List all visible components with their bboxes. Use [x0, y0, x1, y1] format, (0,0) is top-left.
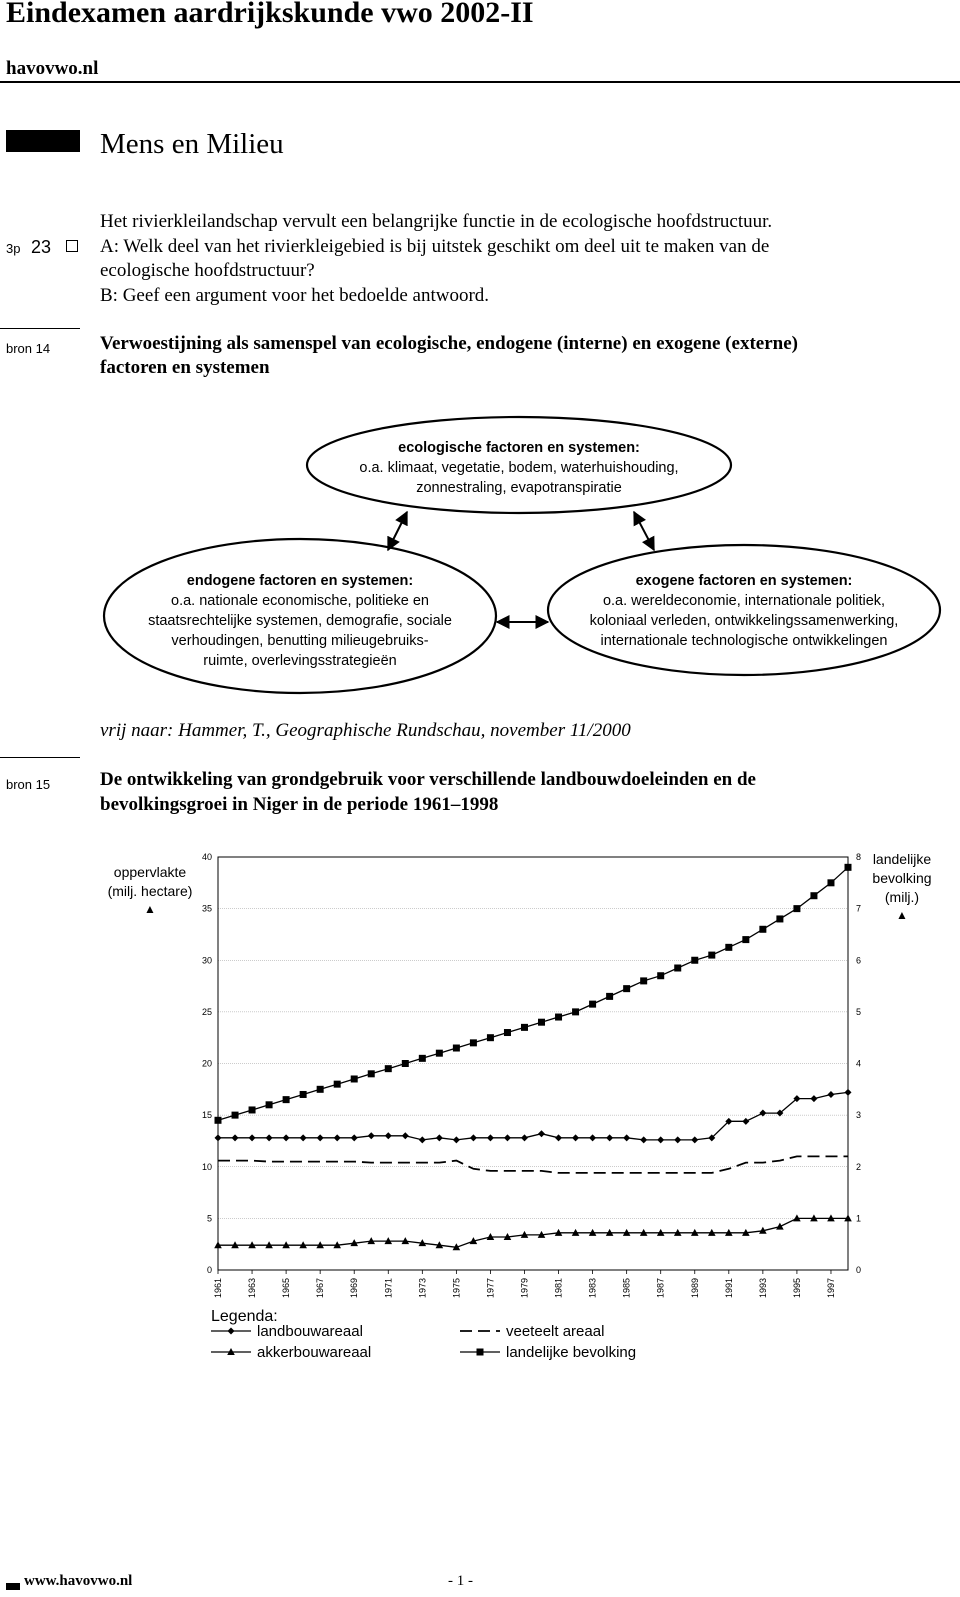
data-point: [351, 1075, 358, 1082]
data-point: [538, 1130, 545, 1137]
legend-item: [211, 1323, 363, 1340]
endogenous-heading: endogene factoren en systemen:: [186, 573, 414, 589]
footer-marker: [6, 1583, 20, 1590]
x-tick-label: 1995: [791, 1278, 802, 1299]
data-point: [657, 1136, 664, 1143]
right-tick-label: 4: [856, 1058, 862, 1069]
data-point: [691, 1136, 698, 1143]
x-tick-label: 1975: [451, 1278, 462, 1299]
data-point: [385, 1065, 392, 1072]
data-point: [402, 1132, 409, 1139]
left-tick-label: 20: [201, 1058, 212, 1069]
left-tick-label: 25: [201, 1006, 212, 1017]
exogenous-factors-node: [548, 545, 940, 675]
data-point: [368, 1132, 375, 1139]
data-point: [776, 1223, 784, 1230]
right-tick-label: 7: [856, 903, 862, 914]
chart-legend: [211, 1323, 636, 1361]
data-point: [589, 1134, 596, 1141]
data-point: [810, 892, 817, 899]
data-point: [606, 993, 613, 1000]
data-point: [487, 1134, 494, 1141]
land-use-population-chart: [0, 840, 960, 1380]
data-point: [827, 879, 834, 886]
data-point: [317, 1086, 324, 1093]
question-line: B: Geef een argument voor het bedoelde antwoord.: [100, 285, 490, 306]
data-point: [334, 1134, 341, 1141]
chart-grid: [218, 909, 848, 1219]
data-point: [215, 1117, 222, 1124]
legend-label: veeteelt areaal: [506, 1323, 605, 1340]
bron-15-title-line: De ontwikkeling van grondgebruik voor verschillende landbouwdoeleinden en de: [100, 769, 756, 790]
data-point: [385, 1132, 392, 1139]
data-point: [776, 915, 783, 922]
data-point: [555, 1134, 562, 1141]
right-axis-label-line: landelijke: [872, 851, 932, 867]
site-name: havovwo.nl: [6, 58, 99, 79]
data-point: [249, 1106, 256, 1113]
data-point: [623, 985, 630, 992]
data-point: [810, 1095, 817, 1102]
data-point: [436, 1050, 443, 1057]
data-point: [470, 1039, 477, 1046]
x-tick-label: 1973: [417, 1278, 428, 1299]
ecological-heading: ecologische factoren en systemen:: [398, 440, 640, 456]
data-point: [640, 1136, 647, 1143]
question-line: Het rivierkleilandschap vervult een belangrijke functie in de ecologische hoofdstructuur.: [100, 211, 773, 232]
right-tick-label: 5: [856, 1006, 862, 1017]
left-tick-label: 10: [201, 1161, 212, 1172]
series-veeteelt-areaal: [218, 1156, 848, 1173]
legend-item: [211, 1344, 371, 1361]
arrow-ecological-exogenous: [634, 512, 654, 550]
series-line: [218, 1092, 848, 1140]
bron-14-title-line: Verwoestijning als samenspel van ecologische, endogene (interne) en exogene (externe): [100, 333, 798, 354]
x-tick-label: 1971: [383, 1278, 394, 1299]
right-tick-label: 6: [856, 955, 862, 966]
left-axis-label-line: oppervlakte: [113, 864, 187, 880]
data-point: [436, 1134, 443, 1141]
x-tick-label: 1977: [485, 1278, 496, 1299]
right-axis-label-line: (milj.): [884, 889, 920, 905]
legend-label: landbouwareaal: [257, 1323, 363, 1340]
data-point: [589, 1001, 596, 1008]
data-point: [232, 1112, 239, 1119]
data-point: [640, 977, 647, 984]
bron-15-title-line: bevolkingsgroei in Niger in de periode 1961–1998: [100, 794, 499, 815]
data-point: [504, 1134, 511, 1141]
legend-label: akkerbouwareaal: [257, 1344, 372, 1361]
legend-label: landelijke bevolking: [506, 1344, 637, 1361]
data-point: [283, 1096, 290, 1103]
series-line: [218, 1156, 848, 1173]
ecological-factors-node: [307, 417, 731, 513]
data-point: [266, 1134, 273, 1141]
x-tick-label: 1979: [519, 1278, 530, 1299]
ecological-line: zonnestraling, evapotranspiratie: [416, 480, 622, 496]
data-point: [487, 1034, 494, 1041]
x-tick-label: 1989: [689, 1278, 700, 1299]
x-tick-label: 1997: [825, 1278, 836, 1299]
data-point: [228, 1328, 235, 1335]
footer-site: www.havovwo.nl: [24, 1573, 133, 1589]
endogenous-line: ruimte, overlevingsstrategieën: [203, 653, 397, 669]
data-point: [351, 1134, 358, 1141]
data-point: [708, 952, 715, 959]
bron-15-label: bron 15: [6, 777, 51, 792]
data-point: [742, 1118, 749, 1125]
header-divider: [0, 81, 960, 83]
section-marker: [6, 130, 80, 152]
question-number: 23: [31, 237, 52, 257]
left-tick-label: 30: [201, 955, 212, 966]
data-point: [419, 1136, 426, 1143]
data-point: [215, 1134, 222, 1141]
bron-divider: [0, 328, 80, 329]
legend-item: [460, 1323, 604, 1340]
data-point: [725, 944, 732, 951]
data-point: [606, 1134, 613, 1141]
data-point: [419, 1055, 426, 1062]
data-point: [572, 1008, 579, 1015]
data-point: [317, 1134, 324, 1141]
data-point: [283, 1134, 290, 1141]
x-tick-label: 1985: [621, 1278, 632, 1299]
legend-item: [460, 1344, 636, 1361]
data-point: [793, 905, 800, 912]
question-line: ecologische hoofdstructuur?: [100, 260, 315, 281]
endogenous-line: o.a. nationale economische, politieke en: [171, 593, 429, 609]
x-tick-label: 1981: [553, 1278, 564, 1299]
data-point: [249, 1134, 256, 1141]
x-tick-label: 1967: [315, 1278, 326, 1299]
data-point: [845, 1089, 852, 1096]
legend-title: Legenda:: [211, 1308, 278, 1325]
data-point: [334, 1081, 341, 1088]
x-tick-label: 1963: [247, 1278, 258, 1299]
data-point: [759, 1110, 766, 1117]
data-point: [300, 1134, 307, 1141]
x-tick-label: 1961: [213, 1278, 223, 1299]
data-point: [504, 1029, 511, 1036]
data-point: [453, 1045, 460, 1052]
data-point: [657, 972, 664, 979]
x-tick-label: 1993: [757, 1278, 768, 1299]
series-landbouwareaal: [215, 1089, 852, 1143]
data-point: [845, 864, 852, 871]
bron-14-title-line: factoren en systemen: [100, 357, 270, 378]
data-point: [759, 926, 766, 933]
endogenous-line: staatsrechtelijke systemen, demografie, sociale: [148, 613, 452, 629]
page-title: Eindexamen aardrijkskunde vwo 2002-II: [6, 0, 534, 29]
footer-page-number: - 1 -: [448, 1573, 473, 1589]
right-tick-label: 8: [856, 852, 862, 862]
series-landelijke-bevolking: [215, 864, 852, 1124]
left-tick-label: 40: [201, 852, 212, 862]
x-tick-label: 1969: [349, 1278, 360, 1299]
data-point: [266, 1101, 273, 1108]
section-title: Mens en Milieu: [100, 128, 284, 160]
x-tick-label: 1987: [655, 1278, 666, 1299]
factor-diagram: [0, 400, 960, 700]
data-point: [674, 1136, 681, 1143]
chart-series: [214, 864, 852, 1250]
bron-14-source: vrij naar: Hammer, T., Geographische Rundschau, november 11/2000: [100, 720, 631, 741]
series-line: [218, 867, 848, 1120]
data-point: [402, 1060, 409, 1067]
right-tick-label: 2: [856, 1161, 862, 1172]
arrow-ecological-endogenous: [388, 512, 407, 550]
series-akkerbouwareaal: [214, 1214, 852, 1250]
right-tick-label: 3: [856, 1110, 862, 1121]
question-line: A: Welk deel van het rivierkleigebied is bij uitstek geschikt om deel uit te maken van de: [100, 236, 770, 257]
answer-checkbox[interactable]: [66, 240, 78, 252]
data-point: [572, 1134, 579, 1141]
exogenous-heading: exogene factoren en systemen:: [635, 573, 853, 589]
data-point: [477, 1349, 484, 1356]
exogenous-line: o.a. wereldeconomie, internationale politiek,: [602, 593, 886, 609]
left-tick-label: 35: [201, 903, 212, 914]
right-tick-label: 0: [856, 1265, 862, 1275]
data-point: [521, 1024, 528, 1031]
data-point: [674, 964, 681, 971]
exogenous-line: internationale technologische ontwikkelingen: [600, 633, 888, 649]
endogenous-line: verhoudingen, benutting milieugebruiks-: [171, 633, 429, 649]
right-axis-label-line: bevolking: [872, 870, 932, 886]
data-point: [232, 1134, 239, 1141]
data-point: [742, 936, 749, 943]
x-tick-label: 1965: [281, 1278, 292, 1299]
data-point: [827, 1091, 834, 1098]
right-tick-label: 1: [856, 1213, 862, 1224]
bron-14-label: bron 14: [6, 341, 51, 356]
data-point: [368, 1070, 375, 1077]
data-point: [453, 1136, 460, 1143]
data-point: [521, 1134, 528, 1141]
left-tick-label: 0: [206, 1265, 212, 1275]
x-tick-label: 1991: [723, 1278, 734, 1299]
left-axis-arrow-icon: ▲: [144, 902, 156, 916]
data-point: [470, 1134, 477, 1141]
endogenous-factors-node: [104, 539, 496, 693]
right-axis-arrow-icon: ▲: [896, 908, 908, 922]
data-point: [555, 1014, 562, 1021]
left-axis-label-line: (milj. hectare): [107, 883, 193, 899]
data-point: [300, 1091, 307, 1098]
left-tick-label: 5: [206, 1213, 212, 1224]
question-points: 3p: [6, 241, 21, 256]
exogenous-line: koloniaal verleden, ontwikkelingssamenwerking,: [589, 613, 899, 629]
data-point: [691, 957, 698, 964]
ecological-line: o.a. klimaat, vegetatie, bodem, waterhuishouding,: [359, 460, 679, 476]
left-tick-label: 15: [201, 1110, 212, 1121]
data-point: [623, 1134, 630, 1141]
x-tick-label: 1983: [587, 1278, 598, 1299]
series-line: [218, 1218, 848, 1247]
bron-divider: [0, 757, 80, 758]
data-point: [538, 1019, 545, 1026]
